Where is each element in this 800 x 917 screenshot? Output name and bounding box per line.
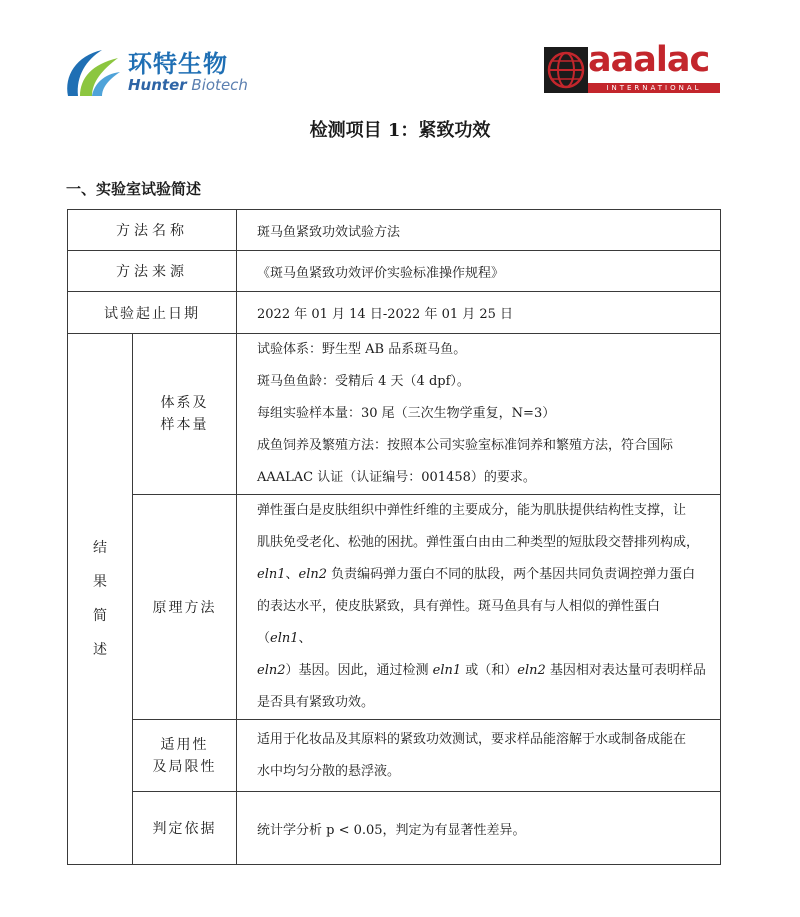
- leaf-logo-icon: [62, 46, 122, 100]
- principle-value: 弹性蛋白是皮肤组织中弹性纤维的主要成分，能为肌肤提供结构性支撑，让 肌肤免受老化、松弛的困扰。弹性蛋白由由二种类型的短肽段交替排列构成， eln1、eln2 负责编码弹力蛋白不同的肽段，两个基因共同负责调控弹力蛋白 的表达水平，使皮肤紧致，具有弹性。斑马鱼具有与人相似的弹性蛋白（eln1、 eln2）基因。因此，通过检测 eln1 或（和）eln2 基因相对表达量可表明样品 是否具有紧致功效。: [237, 495, 721, 720]
- method-source-label: 方法来源: [68, 251, 237, 292]
- criteria-value: 统计学分析 p < 0.05，判定为有显著性差异。: [237, 792, 721, 865]
- table-row-principle: [68, 495, 721, 720]
- table-row-date: [68, 292, 721, 334]
- system-value: 试验体系：野生型 AB 品系斑马鱼。 斑马鱼鱼龄：受精后 4 天（4 dpf）。 每组实验样本量：30 尾（三次生物学重复，N=3） 成鱼饲养及繁殖方法：按照本公司实验室标准饲养和繁殖方法，符合国际 AAALAC 认证（认证编号：001458）的要求。: [237, 334, 721, 495]
- aaalac-subtitle: INTERNATIONAL: [606, 84, 702, 92]
- method-name-label: 方法名称: [68, 210, 237, 251]
- scope-value: 适用于化妆品及其原料的紧致功效测试，要求样品能溶解于水或制备成能在 水中均匀分散的悬浮液。: [237, 720, 721, 792]
- section-heading: 一、实验室试验简述: [66, 180, 202, 198]
- date-label: 试验起止日期: [68, 292, 237, 334]
- brand-name-cn: 环特生物: [128, 50, 228, 78]
- system-label: 体系及 样本量: [133, 334, 237, 495]
- aaalac-wordmark: aaalac: [588, 40, 710, 80]
- table-row-scope: [68, 720, 721, 792]
- summary-label: 结 果 简 述: [68, 334, 133, 865]
- scope-label: 适用性 及局限性: [133, 720, 237, 792]
- aaalac-logo: [544, 40, 720, 95]
- date-value: 2022 年 01 月 14 日-2022 年 01 月 25 日: [237, 292, 721, 334]
- criteria-label: 判定依据: [133, 792, 237, 865]
- hunter-biotech-logo: [62, 40, 262, 104]
- page-title: 检测项目 1：紧致功效: [309, 120, 491, 141]
- table-row-method-source: [68, 251, 721, 292]
- globe-icon: [544, 47, 588, 93]
- experiment-summary-table: [67, 209, 721, 865]
- method-name-value: 斑马鱼紧致功效试验方法: [237, 210, 721, 251]
- table-row-system: [68, 334, 721, 495]
- brand-name-en: Hunter Biotech: [128, 76, 248, 94]
- table-row-criteria: [68, 792, 721, 865]
- principle-label: 原理方法: [133, 495, 237, 720]
- method-source-value: 《斑马鱼紧致功效评价实验标准操作规程》: [237, 251, 721, 292]
- table-row-method-name: [68, 210, 721, 251]
